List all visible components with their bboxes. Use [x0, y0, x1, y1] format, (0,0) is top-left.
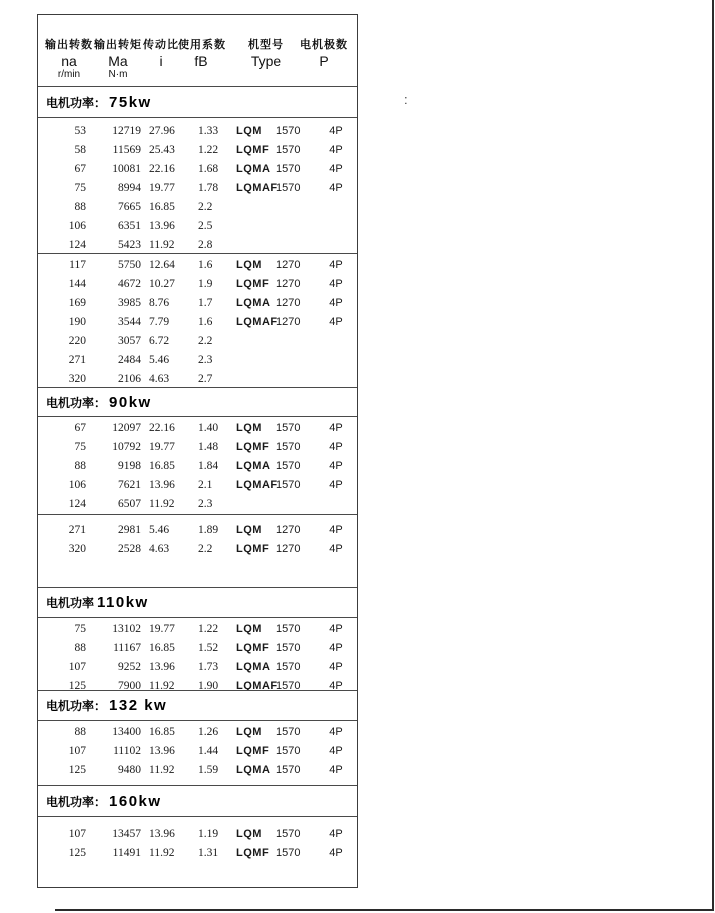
cell-poles: [321, 332, 351, 351]
cell-na: 107: [68, 661, 86, 673]
table-row: [38, 370, 357, 388]
cell-poles: 4P: [329, 163, 343, 175]
cell-ma: 6507: [118, 498, 141, 510]
table-row: [38, 332, 357, 351]
table-header: [38, 15, 357, 87]
table-row: [38, 351, 357, 370]
cell-ma: 12097: [112, 422, 141, 434]
cell-fb: 1.84: [198, 460, 219, 472]
cell-ma: 5423: [118, 239, 141, 251]
table-body: [38, 87, 357, 889]
cell-ma: 9252: [118, 661, 141, 673]
cell-ma: 10081: [112, 163, 141, 175]
table-row: [38, 620, 357, 639]
cell-poles: 4P: [329, 642, 343, 654]
header-unit: N·m: [108, 69, 128, 80]
cell-model: LQM: [236, 623, 262, 635]
cell-i: 11.92: [149, 498, 175, 510]
cell-ma: 13457: [112, 828, 141, 840]
cell-size: [276, 495, 321, 514]
cell-size: [276, 198, 321, 217]
header-symbol: i: [159, 53, 163, 69]
cell-model: [236, 217, 276, 236]
power-label-value: 160kw: [109, 792, 162, 810]
cell-fb: 1.33: [198, 125, 219, 137]
data-block: [38, 118, 357, 254]
cell-model: LQMA: [236, 764, 271, 776]
cell-poles: 4P: [329, 479, 343, 491]
table-row: [38, 236, 357, 254]
cell-poles: 4P: [329, 764, 343, 776]
cell-ma: 2106: [118, 373, 141, 385]
power-label-value: 110kw: [97, 594, 149, 611]
table-row: [38, 160, 357, 179]
cell-ma: 2484: [118, 354, 141, 366]
cell-i: 13.96: [149, 220, 175, 232]
cell-i: 25.43: [149, 144, 175, 156]
table-row: [38, 658, 357, 677]
cell-i: 16.85: [149, 460, 175, 472]
cell-ma: 7665: [118, 201, 141, 213]
cell-i: 19.77: [149, 623, 175, 635]
cell-i: 22.16: [149, 163, 175, 175]
table-row: [38, 761, 357, 780]
cell-fb: 1.40: [198, 422, 219, 434]
cell-ma: 8994: [118, 182, 141, 194]
table-row: [38, 141, 357, 160]
table-row: [38, 438, 357, 457]
section-power-label: [38, 388, 357, 417]
cell-na: 144: [68, 278, 86, 290]
cell-fb: 1.59: [198, 764, 219, 776]
cell-model: LQMAF: [236, 316, 278, 328]
cell-model: LQMA: [236, 297, 271, 309]
cell-i: 5.46: [149, 524, 170, 536]
cell-size: [276, 217, 321, 236]
power-label-prefix: 电机功率: [46, 596, 95, 610]
cell-fb: 1.90: [198, 680, 219, 691]
cell-na: 125: [68, 680, 86, 691]
section-power-label: [38, 87, 357, 118]
cell-size: 1570: [276, 847, 301, 859]
cell-poles: 4P: [329, 847, 343, 859]
table-row: [38, 476, 357, 495]
header-symbol: Ma: [108, 53, 128, 69]
cell-size: 1570: [276, 828, 301, 840]
header-cn: 传动比: [143, 39, 179, 51]
cell-fb: 1.68: [198, 163, 219, 175]
cell-i: 13.96: [149, 828, 175, 840]
cell-i: 4.63: [149, 543, 170, 555]
cell-size: 1570: [276, 726, 301, 738]
cell-model: LQMA: [236, 460, 271, 472]
cell-ma: 3057: [118, 335, 141, 347]
cell-fb: 1.52: [198, 642, 219, 654]
cell-fb: 1.48: [198, 441, 219, 453]
table-row: [38, 639, 357, 658]
power-label-value: 132 kw: [109, 697, 168, 714]
cell-size: 1570: [276, 460, 301, 472]
cell-i: 16.85: [149, 726, 175, 738]
cell-na: 88: [74, 726, 86, 738]
cell-na: 320: [68, 543, 86, 555]
table-row: [38, 122, 357, 141]
cell-fb: 1.7: [198, 297, 213, 309]
cell-fb: 1.6: [198, 316, 213, 328]
cell-i: 13.96: [149, 479, 175, 491]
cell-i: 16.85: [149, 201, 175, 213]
cell-na: 124: [68, 498, 86, 510]
cell-model: LQMF: [236, 543, 270, 555]
page-edge-right: [712, 0, 714, 911]
cell-poles: [321, 495, 351, 514]
table-row: [38, 844, 357, 863]
cell-poles: 4P: [329, 259, 343, 271]
cell-size: [276, 351, 321, 370]
cell-fb: 2.5: [198, 220, 213, 232]
cell-poles: 4P: [329, 726, 343, 738]
header-cell-service-factor: [178, 36, 224, 69]
cell-i: 7.79: [149, 316, 170, 328]
cell-fb: 1.73: [198, 661, 219, 673]
cell-poles: 4P: [329, 661, 343, 673]
cell-poles: 4P: [329, 441, 343, 453]
cell-na: 125: [68, 847, 86, 859]
table-row: [38, 540, 357, 559]
cell-na: 88: [74, 201, 86, 213]
cell-size: [276, 236, 321, 254]
cell-fb: 2.8: [198, 239, 213, 251]
header-unit: r/min: [57, 69, 81, 80]
cell-fb: 2.3: [198, 498, 213, 510]
cell-poles: 4P: [329, 182, 343, 194]
cell-i: 27.96: [149, 125, 175, 137]
cell-size: [276, 332, 321, 351]
cell-model: LQM: [236, 259, 262, 271]
table-row: [38, 419, 357, 438]
cell-fb: 2.2: [198, 335, 213, 347]
cell-model: [236, 332, 276, 351]
cell-size: 1570: [276, 163, 301, 175]
cell-i: 11.92: [149, 680, 175, 691]
cell-fb: 2.7: [198, 373, 213, 385]
cell-i: 10.27: [149, 278, 175, 290]
cell-fb: 1.22: [198, 623, 219, 635]
cell-na: 75: [74, 623, 86, 635]
cell-na: 67: [74, 163, 86, 175]
power-label-prefix: 电机功率：: [46, 395, 107, 410]
cell-model: [236, 351, 276, 370]
table-row: [38, 521, 357, 540]
cell-ma: 12719: [112, 125, 141, 137]
cell-i: 13.96: [149, 661, 175, 673]
cell-size: 1570: [276, 182, 301, 194]
cell-size: 1270: [276, 297, 301, 309]
cell-size: 1570: [276, 745, 301, 757]
cell-model: LQMA: [236, 163, 271, 175]
cell-fb: 1.19: [198, 828, 219, 840]
data-block: [38, 618, 357, 691]
power-label-prefix: 电机功率：: [46, 95, 107, 110]
cell-na: 53: [74, 125, 86, 137]
cell-ma: 6351: [118, 220, 141, 232]
power-label-prefix: 电机功率：: [46, 794, 107, 809]
header-symbol: Type: [250, 53, 282, 69]
section-power-label: [38, 691, 357, 721]
header-cn: 输出转数: [45, 39, 93, 51]
cell-fb: 1.89: [198, 524, 219, 536]
cell-na: 75: [74, 441, 86, 453]
cell-fb: 1.78: [198, 182, 219, 194]
cell-model: LQM: [236, 726, 262, 738]
header-cn: 使用系数: [178, 39, 226, 51]
cell-i: 8.76: [149, 297, 170, 309]
cell-ma: 9198: [118, 460, 141, 472]
cell-model: LQMAF: [236, 680, 278, 691]
cell-i: 11.92: [149, 239, 175, 251]
cell-na: 88: [74, 642, 86, 654]
cell-size: [276, 370, 321, 388]
table-row: [38, 825, 357, 844]
table-row: [38, 217, 357, 236]
cell-na: 169: [68, 297, 86, 309]
cell-size: 1570: [276, 422, 301, 434]
cell-fb: 1.6: [198, 259, 213, 271]
cell-poles: [321, 370, 351, 388]
cell-poles: 4P: [329, 524, 343, 536]
cell-model: LQM: [236, 524, 262, 536]
cell-fb: 2.1: [198, 479, 213, 491]
cell-na: 271: [68, 524, 86, 536]
cell-size: 1270: [276, 543, 301, 555]
cell-size: 1570: [276, 144, 301, 156]
cell-ma: 11167: [113, 642, 141, 654]
cell-na: 124: [68, 239, 86, 251]
cell-na: 271: [68, 354, 86, 366]
table-row: [38, 457, 357, 476]
cell-poles: 4P: [329, 623, 343, 635]
cell-model: LQM: [236, 422, 262, 434]
cell-model: [236, 236, 276, 254]
cell-model: [236, 495, 276, 514]
table-row: [38, 275, 357, 294]
cell-fb: 1.31: [198, 847, 219, 859]
cell-poles: 4P: [329, 297, 343, 309]
data-block: [38, 515, 357, 588]
data-block: [38, 817, 357, 889]
table-row: [38, 495, 357, 514]
cell-poles: 4P: [329, 316, 343, 328]
cell-ma: 13102: [112, 623, 141, 635]
cell-ma: 10792: [112, 441, 141, 453]
cell-i: 22.16: [149, 422, 175, 434]
cell-i: 11.92: [149, 847, 175, 859]
cell-model: LQM: [236, 125, 262, 137]
cell-model: LQMA: [236, 661, 271, 673]
cell-poles: 4P: [329, 745, 343, 757]
header-cn: 机型号: [248, 39, 284, 51]
cell-size: 1270: [276, 278, 301, 290]
cell-size: 1570: [276, 623, 301, 635]
power-label-value: 75kw: [109, 93, 152, 111]
header-cn: 电机极数: [300, 39, 348, 51]
cell-na: 58: [74, 144, 86, 156]
data-block: [38, 254, 357, 388]
cell-poles: 4P: [329, 680, 343, 691]
cell-poles: 4P: [329, 543, 343, 555]
cell-model: LQMF: [236, 847, 270, 859]
cell-fb: 1.9: [198, 278, 213, 290]
cell-poles: 4P: [329, 125, 343, 137]
table-row: [38, 198, 357, 217]
cell-ma: 3985: [118, 297, 141, 309]
cell-na: 106: [68, 220, 86, 232]
cell-ma: 11102: [113, 745, 141, 757]
cell-i: 4.63: [149, 373, 170, 385]
cell-model: LQM: [236, 828, 262, 840]
cell-model: [236, 370, 276, 388]
cell-i: 11.92: [149, 764, 175, 776]
power-label-prefix: 电机功率：: [46, 699, 107, 713]
table-row: [38, 723, 357, 742]
section-power-label: [38, 786, 357, 817]
header-symbol: na: [61, 53, 77, 69]
cell-size: 1570: [276, 680, 301, 691]
cell-size: 1570: [276, 661, 301, 673]
cell-poles: 4P: [329, 422, 343, 434]
cell-fb: 2.2: [198, 543, 213, 555]
cell-na: 320: [68, 373, 86, 385]
cell-poles: [321, 236, 351, 254]
cell-na: 107: [68, 828, 86, 840]
cell-poles: [321, 217, 351, 236]
header-cell-output-speed: [38, 36, 100, 80]
cell-ma: 13400: [112, 726, 141, 738]
cell-size: 1570: [276, 642, 301, 654]
cell-i: 5.46: [149, 354, 170, 366]
table-row: [38, 179, 357, 198]
power-label-value: 90kw: [109, 393, 152, 411]
cell-i: 12.64: [149, 259, 175, 271]
cell-poles: [321, 351, 351, 370]
cell-size: 1570: [276, 479, 301, 491]
cell-ma: 7621: [118, 479, 141, 491]
cell-model: LQMF: [236, 278, 270, 290]
table-row: [38, 294, 357, 313]
cell-ma: 2528: [118, 543, 141, 555]
cell-i: 19.77: [149, 182, 175, 194]
header-symbol: fB: [194, 53, 208, 69]
cell-size: 1570: [276, 764, 301, 776]
cell-na: 190: [68, 316, 86, 328]
cell-model: LQMAF: [236, 479, 278, 491]
stray-colon-mark: :: [404, 92, 408, 107]
cell-model: LQMF: [236, 642, 270, 654]
page-edge-bottom: [55, 909, 714, 911]
table-row: [38, 677, 357, 691]
cell-size: 1570: [276, 441, 301, 453]
cell-i: 13.96: [149, 745, 175, 757]
data-block: [38, 417, 357, 515]
cell-poles: 4P: [329, 144, 343, 156]
cell-na: 88: [74, 460, 86, 472]
cell-poles: [321, 198, 351, 217]
header-symbol: P: [319, 53, 329, 69]
cell-i: 6.72: [149, 335, 170, 347]
cell-size: 1270: [276, 259, 301, 271]
cell-model: LQMF: [236, 745, 270, 757]
cell-i: 19.77: [149, 441, 175, 453]
cell-ma: 4672: [118, 278, 141, 290]
cell-na: 67: [74, 422, 86, 434]
cell-ma: 2981: [118, 524, 141, 536]
cell-size: 1570: [276, 125, 301, 137]
cell-ma: 9480: [118, 764, 141, 776]
cell-ma: 11569: [112, 144, 141, 156]
cell-na: 106: [68, 479, 86, 491]
header-cell-model-type: [228, 36, 304, 69]
cell-fb: 1.26: [198, 726, 219, 738]
cell-na: 117: [69, 259, 86, 271]
cell-ma: 5750: [118, 259, 141, 271]
cell-na: 107: [68, 745, 86, 757]
cell-fb: 1.44: [198, 745, 219, 757]
cell-model: [236, 198, 276, 217]
header-cell-motor-poles: [296, 36, 352, 69]
cell-ma: 3544: [118, 316, 141, 328]
cell-model: LQMF: [236, 441, 270, 453]
cell-ma: 7900: [118, 680, 141, 691]
header-cn: 输出转矩: [94, 39, 142, 51]
cell-i: 16.85: [149, 642, 175, 654]
table-row: [38, 742, 357, 761]
cell-ma: 11491: [112, 847, 141, 859]
cell-model: LQMF: [236, 144, 270, 156]
cell-poles: 4P: [329, 460, 343, 472]
cell-fb: 2.3: [198, 354, 213, 366]
cell-na: 75: [74, 182, 86, 194]
cell-size: 1270: [276, 316, 301, 328]
cell-poles: 4P: [329, 828, 343, 840]
cell-na: 220: [68, 335, 86, 347]
cell-poles: 4P: [329, 278, 343, 290]
cell-fb: 2.2: [198, 201, 213, 213]
data-block: [38, 721, 357, 786]
table-row: [38, 256, 357, 275]
table-row: [38, 313, 357, 332]
header-cell-output-torque: [92, 36, 144, 80]
cell-fb: 1.22: [198, 144, 219, 156]
cell-na: 125: [68, 764, 86, 776]
cell-size: 1270: [276, 524, 301, 536]
spec-table: [37, 14, 358, 888]
cell-model: LQMAF: [236, 182, 278, 194]
section-power-label: [38, 588, 357, 618]
